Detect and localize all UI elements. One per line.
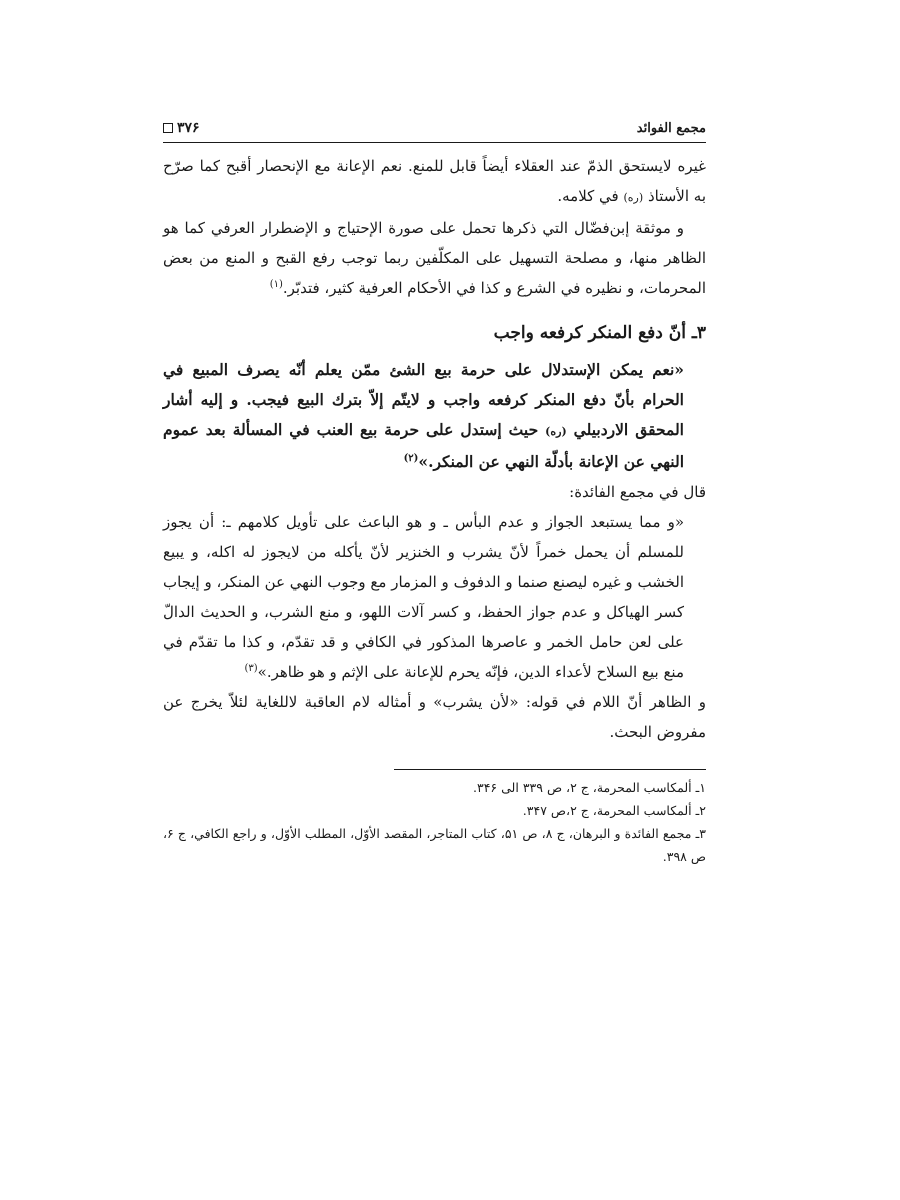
footnote-ref-3: (۳) [244,663,258,674]
closing-paragraph: و الظاهر أنّ اللام في قوله: «لأن يشرب» و أمثاله لام العاقبة لاللغاية لئلاّ يخرج عن مفروض البحث. [163,693,706,741]
section-heading: ۳ـ أنّ دفع المنكر كرفعه واجب [493,323,706,343]
footnote-ref-1: (۱) [269,279,283,290]
footnote-ref-2: (۲) [403,452,419,464]
header-rule [163,142,706,143]
abbreviation: (ره) [623,191,644,204]
page-header [163,110,706,136]
page-number-block [163,120,200,136]
page [163,110,706,868]
square-ornament-icon [163,123,173,133]
bold-quote: «نعم يمكن الإستدلال على حرمة بيع الشئ ممّن يعلم أنّه يصرف المبيع في الحرام بأنّ دفع المنكر كرفعه واجب و لايتّم إلاّ بترك البيع فيجب. و إليه أشار المحقق الاردبيلي (ره) حيث إستدل على حرمة بيع العنب في المسألة بعد عموم النهي عن الإعانة بأدلّة النهي عن المنكر.»$^{(۲)}$ [163,360,684,471]
page-number: ۳۷۶ [177,120,200,136]
footnote-rule [394,769,706,770]
footnote-2: ۲ـ ألمكاسب المحرمة، ج ۲،ص ۳۴۷. [522,803,706,818]
abbreviation: (ره) [545,425,567,438]
paragraph-2: و موثقة إبن‌فضّال التي ذكرها تحمل على صورة الإحتياج و الإضطرار العرفي كما هو الظاهر منها، و مصلحة التسهيل على المكلّفين ربما توجب رفع القبح و المنع من بعض المحرمات، و نظيره في الشرع و كذا في الأحكام العرفية كثير، فتدبّر.$^{(۱)}$ [163,219,706,297]
quote-intro: قال في مجمع الفائدة: [569,483,706,501]
footnotes [163,776,706,868]
intro-paragraph: غيره لايستحق الذمّ عند العقلاء أيضاً قابل للمنع. نعم الإعانة مع الإنحصار أقبح كما صرّح به الأستاذ (ره) في كلامه. [163,157,706,205]
running-title: مجمع الفوائد [636,121,706,136]
quote-block: «و مما يستبعد الجواز و عدم البأس ـ و هو الباعث على تأويل كلامهم ـ: أن يجوز للمسلم أن يحمل خمراً لأنّ يشرب و الخنزير لأنّ يأكله من لايجوز له اكله، و يبيع الخشب و غيره ليصنع صنما و الدفوف و المزمار مع وجوب النهي عن المنكر، و إيجاب كسر الهياكل و عدم جواز الحفظ، و كسر آلات اللهو، و منع الشرب، و الحديث الدالّ على لعن حامل الخمر و عاصرها المذكور في الكافي و قد تقدّم، و كذا ما تقدّم في منع بيع السلاح لأعداء الدين، فإنّه يحرم للإعانة على الإثم و هو ظاهر.»$^{(۳)}$ [163,513,684,681]
footnote-1: ۱ـ ألمكاسب المحرمة، ج ۲، ص ۳۳۹ الى ۳۴۶. [473,780,706,795]
footnote-3: ۳ـ مجمع الفائدة و البرهان، ج ۸، ص ۵۱، كتاب المتاجر، المقصد الأوّل، المطلب الأوّل، و راجع الكافي، ج ۶، ص ۳۹۸. [163,826,707,864]
